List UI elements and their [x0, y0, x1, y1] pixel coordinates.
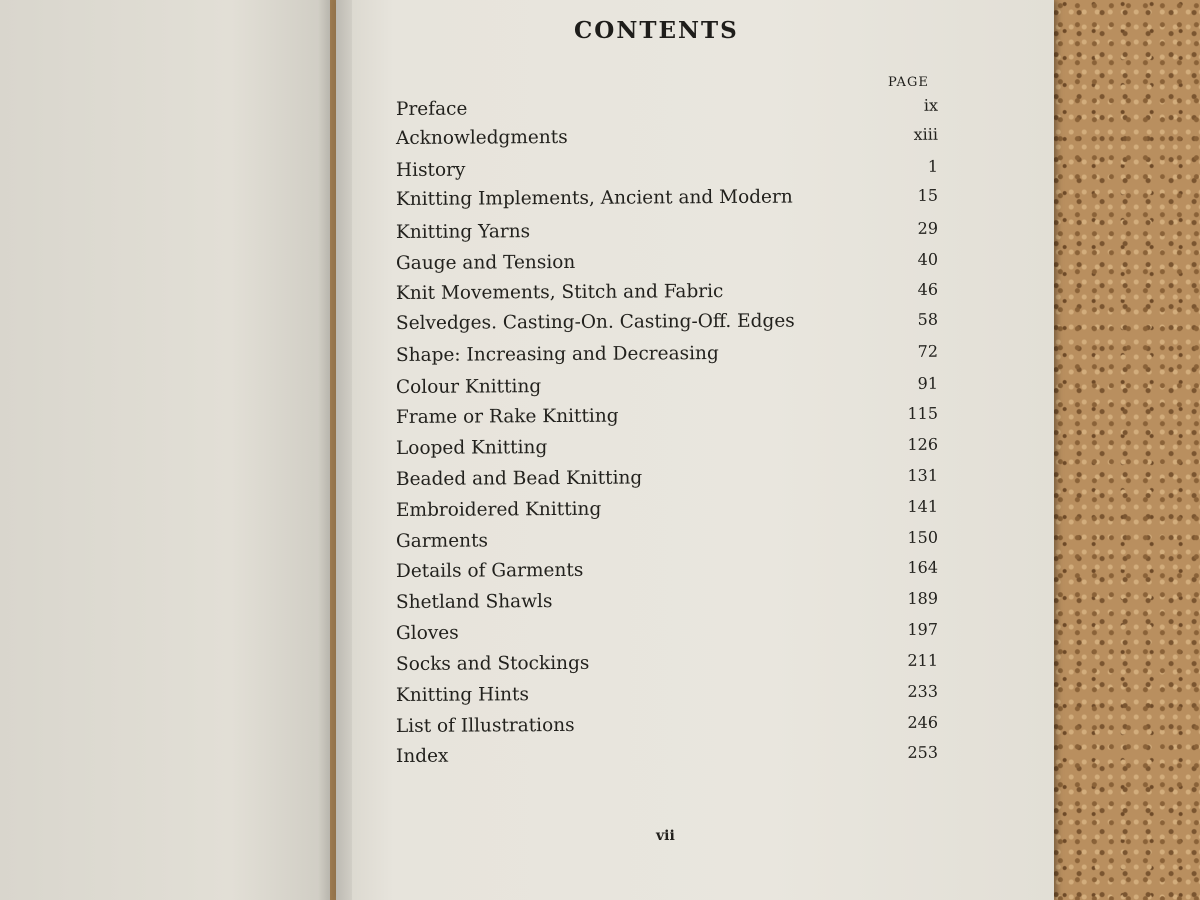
- toc-entry-title: List of Illustrations: [395, 714, 575, 737]
- toc-entry-title: Beaded and Bead Knitting: [395, 467, 643, 490]
- toc-entry: [396, 310, 938, 339]
- toc-entry-title: Colour Knitting: [395, 376, 542, 398]
- toc-entry-title: Shape: Increasing and Decreasing: [395, 343, 719, 366]
- toc-entry: [396, 713, 938, 742]
- toc-entry: [396, 651, 938, 680]
- toc-entry: [396, 219, 938, 248]
- toc-entry-page: 126: [907, 434, 939, 454]
- toc-entry-title: Selvedges. Casting-On. Casting-Off. Edges: [395, 310, 795, 334]
- toc-entry-page: 131: [907, 465, 939, 485]
- toc-entry: [396, 558, 938, 587]
- toc-entry-title: Embroidered Knitting: [395, 498, 602, 521]
- toc-entry: [396, 466, 938, 495]
- toc-entry-title: Knitting Implements, Ancient and Modern: [395, 186, 793, 210]
- toc-entry: [396, 528, 938, 557]
- toc-entry-page: 58: [917, 309, 939, 329]
- toc-entry-title: Index: [395, 745, 449, 767]
- toc-entry: [396, 186, 938, 215]
- toc-entry-title: Gauge and Tension: [395, 251, 576, 274]
- toc-entry-title: Preface: [395, 98, 468, 120]
- toc-entry-page: 164: [907, 557, 939, 577]
- toc-entry-page: 197: [907, 619, 939, 639]
- toc-entry-page: 233: [907, 681, 939, 701]
- toc-entry-title: Knitting Hints: [395, 684, 530, 706]
- toc-entry: [396, 682, 938, 711]
- toc-entry: [396, 589, 938, 618]
- page-column-label: PAGE: [888, 75, 929, 90]
- toc-entry-page: 29: [917, 218, 939, 238]
- toc-entry-page: 1: [927, 156, 939, 176]
- toc-entry-page: xiii: [913, 124, 939, 144]
- book-gutter: [318, 0, 352, 900]
- toc-entry-title: Shetland Shawls: [395, 591, 553, 613]
- toc-entry: [396, 96, 938, 125]
- toc-entry-page: 253: [907, 742, 939, 762]
- toc-entry-page: 46: [917, 279, 939, 299]
- toc-entry-title: Frame or Rake Knitting: [395, 405, 619, 428]
- toc-entry: [396, 497, 938, 526]
- toc-entry-page: 141: [907, 496, 939, 516]
- page-title: CONTENTS: [574, 17, 739, 44]
- page-number: vii: [656, 828, 675, 844]
- toc-entry-title: Knit Movements, Stitch and Fabric: [395, 281, 724, 304]
- toc-entry: [396, 280, 938, 309]
- toc-entry-page: 40: [917, 249, 939, 269]
- toc-entry-page: 91: [917, 373, 939, 393]
- left-page: [0, 0, 330, 900]
- toc-entry: [396, 250, 938, 279]
- toc-entry-page: 189: [907, 588, 939, 608]
- cork-background: [1040, 0, 1200, 900]
- toc-entry: [396, 620, 938, 649]
- toc-entry: [396, 435, 938, 464]
- toc-entry-page: 72: [917, 341, 939, 361]
- toc-entry-page: 246: [907, 712, 939, 732]
- toc-entry-page: 150: [907, 527, 939, 547]
- toc-entry: [396, 342, 938, 371]
- toc-entry-title: History: [395, 159, 466, 181]
- toc-entry: [396, 374, 938, 403]
- toc-entry-title: Gloves: [395, 622, 459, 644]
- toc-entry-page: 211: [907, 650, 939, 670]
- toc-entry-title: Knitting Yarns: [395, 221, 531, 243]
- toc-entry-page: 115: [907, 403, 939, 423]
- toc-entry-title: Details of Garments: [395, 559, 584, 582]
- toc-entry: [396, 743, 938, 772]
- toc-entry: [396, 404, 938, 433]
- toc-entry-page: 15: [917, 185, 939, 205]
- toc-entry: [396, 125, 938, 154]
- toc-entry-title: Socks and Stockings: [395, 652, 590, 675]
- toc-entry-page: ix: [923, 95, 939, 115]
- toc-entry-title: Looped Knitting: [395, 437, 548, 459]
- toc-entry-title: Acknowledgments: [395, 126, 568, 149]
- toc-entry: [396, 157, 938, 186]
- toc-entry-title: Garments: [395, 530, 489, 552]
